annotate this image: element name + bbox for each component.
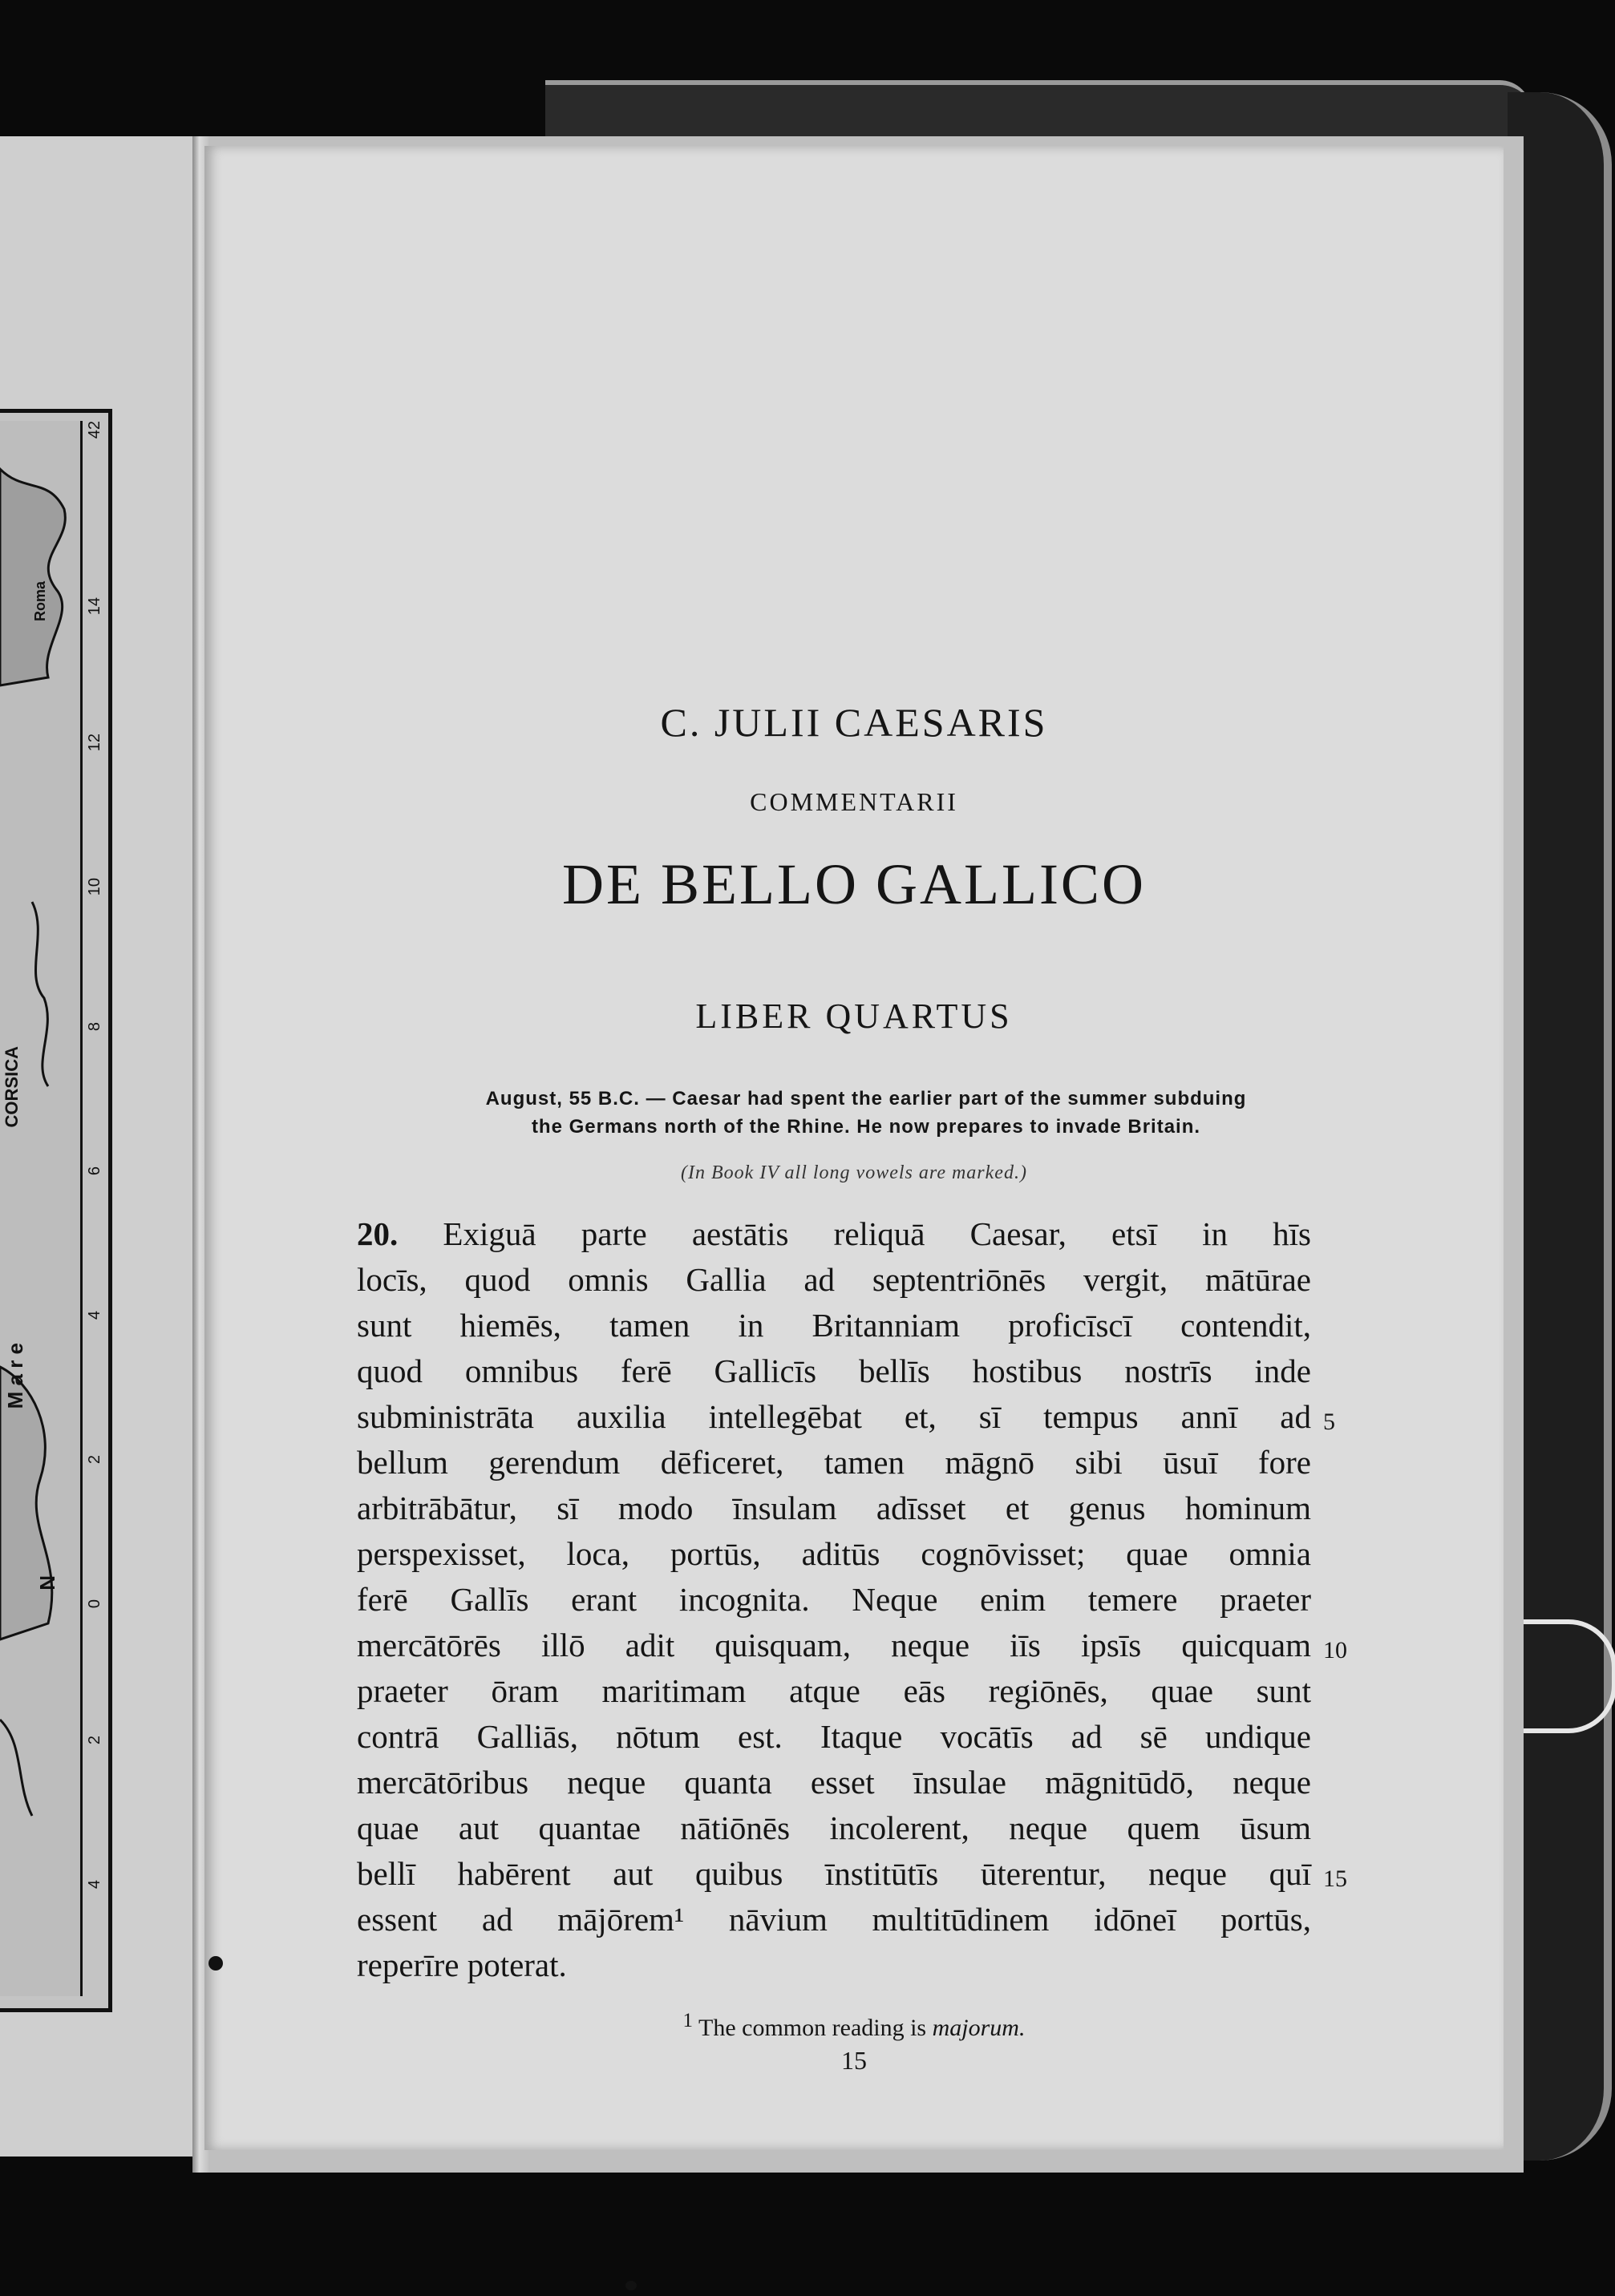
map-area (0, 421, 83, 1996)
coastline-drawing (0, 421, 80, 1996)
map-tick: 4 (86, 1880, 103, 1890)
map-label-mare: M a r e (3, 1343, 27, 1409)
summary-line: the Germans north of the Rhine. He now prepares to invade Britain. (531, 1116, 1201, 1138)
text-line: sunt hiemēs, tamen in Britanniam proficīscī contendit, (357, 1307, 1311, 1344)
text-line: subministrāta auxilia intellegēbat et, sī tempus annī ad (357, 1398, 1311, 1435)
map-tick: 10 (86, 878, 103, 896)
text-line: contrā Galliās, nōtum est. Itaque vocātīs ad sē undique (357, 1718, 1311, 1755)
line-number: 15 (1323, 1866, 1347, 1892)
book-page (204, 146, 1504, 2150)
text-line: ferē Gallīs erant incognita. Neque enim temere praeter (357, 1581, 1311, 1618)
footnote-italic: majorum. (932, 2015, 1026, 2041)
text-line (357, 1215, 1311, 1252)
map-tick: 14 (86, 597, 103, 616)
footnote (204, 2010, 1504, 2042)
page-number: 15 (841, 2046, 867, 2075)
book-heading: LIBER QUARTUS (695, 996, 1013, 1036)
footnote-marker: 1 (682, 2010, 694, 2031)
title-work: COMMENTARII (750, 787, 958, 816)
map-tick: 2 (86, 1736, 103, 1745)
page-curl (1524, 1619, 1615, 1733)
line-number: 5 (1323, 1409, 1335, 1435)
map-frame (0, 409, 112, 2012)
scan-speck (625, 2281, 637, 2290)
text-line: bellī habērent aut quibus īnstitūtīs ūterentur, neque quī (357, 1855, 1311, 1892)
map-tick: 6 (86, 1166, 103, 1176)
map-tick: 0 (86, 1599, 103, 1609)
text-line: perspexisset, loca, portūs, aditūs cognōvisset; quae omnia (357, 1535, 1311, 1572)
text-line: arbitrābātur, sī modo īnsulam adīsset et genus hominum (357, 1490, 1311, 1526)
title-author: C. JULII CAESARIS (660, 700, 1048, 745)
text-line: bellum gerendum dēficeret, tamen māgnō sibi ūsuī fore (357, 1444, 1311, 1481)
title-main: DE BELLO GALLICO (562, 852, 1146, 916)
map-tick: 8 (86, 1022, 103, 1032)
line-number: 10 (1323, 1637, 1347, 1663)
scan-speck (208, 1956, 223, 1971)
map-label-n: N (35, 1575, 59, 1591)
left-facing-page (0, 136, 204, 2157)
text-line-content: Exiguā parte aestātis reliquā Caesar, etsī in hīs (443, 1215, 1311, 1252)
text-line: praeter ōram maritimam atque eās regiōnēs, quae sunt (357, 1672, 1311, 1709)
map-tick: 12 (86, 734, 103, 752)
text-line: essent ad mājōrem¹ nāvium multitūdinem idōneī portūs, (357, 1901, 1311, 1938)
text-line: mercātōrēs illō adit quisquam, neque iīs ipsīs quicquam (357, 1627, 1311, 1663)
map-tick: 2 (86, 1455, 103, 1465)
map-tick: 4 (86, 1311, 103, 1320)
summary-line: August, 55 B.C. — Caesar had spent the earlier part of the summer subduing (485, 1088, 1247, 1110)
paragraph-number: 20. (357, 1215, 399, 1252)
footnote-text: The common reading is (698, 2015, 927, 2041)
map-tick: 42 (86, 421, 103, 439)
text-line: quod omnibus ferē Gallicīs bellīs hostibus nostrīs inde (357, 1352, 1311, 1389)
text-line: locīs, quod omnis Gallia ad septentriōnēs vergit, mātūrae (357, 1261, 1311, 1298)
text-line: mercātōribus neque quanta esset īnsulae māgnitūdō, neque (357, 1764, 1311, 1801)
editorial-note: (In Book IV all long vowels are marked.) (681, 1162, 1027, 1183)
text-line: quae aut quantae nātiōnēs incolerent, neque quem ūsum (357, 1809, 1311, 1846)
map-label-corsica: CORSICA (2, 1046, 22, 1128)
map-label-roma: Roma (32, 581, 48, 622)
text-line: reperīre poterat. (357, 1946, 567, 1983)
